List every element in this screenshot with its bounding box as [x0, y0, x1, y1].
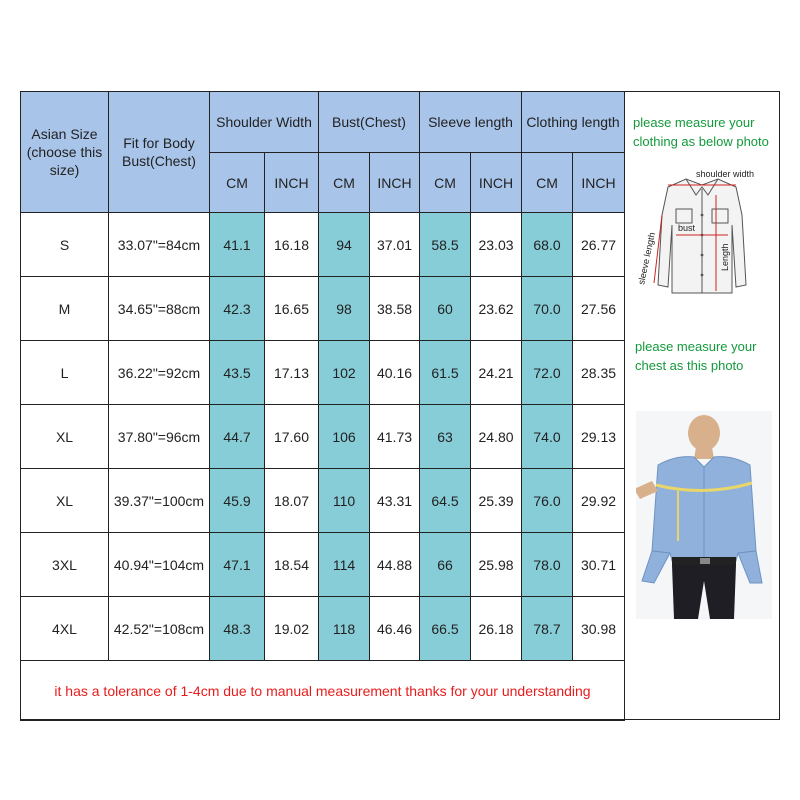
fit-cell: 36.22"=92cm — [109, 341, 210, 405]
table-row — [21, 341, 625, 405]
table-row — [21, 597, 625, 661]
fit-cell: 39.37"=100cm — [109, 469, 210, 533]
value-cell: 41.1 — [210, 213, 265, 277]
value-cell: 23.62 — [471, 277, 522, 341]
header-fit-body: Fit for Body Bust(Chest) — [109, 92, 210, 213]
table-row — [21, 469, 625, 533]
value-cell: 25.39 — [471, 469, 522, 533]
value-cell: 29.92 — [573, 469, 625, 533]
value-cell: 17.60 — [265, 405, 319, 469]
shirt-diagram — [624, 165, 780, 315]
header-sleeve-length: Sleeve length — [420, 92, 522, 153]
measurement-guide-panel — [624, 91, 780, 720]
fit-cell: 33.07"=84cm — [109, 213, 210, 277]
table-row — [21, 277, 625, 341]
value-cell: 17.13 — [265, 341, 319, 405]
value-cell: 28.35 — [573, 341, 625, 405]
value-cell: 66 — [420, 533, 471, 597]
value-cell: 46.46 — [370, 597, 420, 661]
length-label: Length — [720, 243, 730, 271]
value-cell: 106 — [319, 405, 370, 469]
size-cell: 4XL — [21, 597, 109, 661]
value-cell: 118 — [319, 597, 370, 661]
value-cell: 29.13 — [573, 405, 625, 469]
value-cell: 64.5 — [420, 469, 471, 533]
value-cell: 45.9 — [210, 469, 265, 533]
subheader-cm: CM — [319, 153, 370, 213]
bust-label: bust — [678, 223, 696, 233]
value-cell: 66.5 — [420, 597, 471, 661]
value-cell: 23.03 — [471, 213, 522, 277]
value-cell: 76.0 — [522, 469, 573, 533]
value-cell: 40.16 — [370, 341, 420, 405]
chest-measure-photo — [636, 411, 772, 619]
subheader-inch: INCH — [573, 153, 625, 213]
size-chart-table — [20, 91, 625, 721]
sleeve-length-label: sleeve length — [636, 231, 657, 286]
value-cell: 38.58 — [370, 277, 420, 341]
value-cell: 42.3 — [210, 277, 265, 341]
value-cell: 44.7 — [210, 405, 265, 469]
header-shoulder-width: Shoulder Width — [210, 92, 319, 153]
value-cell: 18.07 — [265, 469, 319, 533]
header-asian-size: Asian Size (choose this size) — [21, 92, 109, 213]
value-cell: 47.1 — [210, 533, 265, 597]
table-row — [21, 533, 625, 597]
fit-cell: 42.52"=108cm — [109, 597, 210, 661]
value-cell: 72.0 — [522, 341, 573, 405]
value-cell: 60 — [420, 277, 471, 341]
value-cell: 114 — [319, 533, 370, 597]
value-cell: 61.5 — [420, 341, 471, 405]
chest-measure-instruction: please measure your chest as this photo — [635, 339, 757, 373]
value-cell: 16.65 — [265, 277, 319, 341]
shoulder-width-label: shoulder width — [696, 169, 755, 179]
value-cell: 58.5 — [420, 213, 471, 277]
size-cell: 3XL — [21, 533, 109, 597]
value-cell: 63 — [420, 405, 471, 469]
value-cell: 26.18 — [471, 597, 522, 661]
value-cell: 78.7 — [522, 597, 573, 661]
value-cell: 19.02 — [265, 597, 319, 661]
value-cell: 37.01 — [370, 213, 420, 277]
value-cell: 70.0 — [522, 277, 573, 341]
header-clothing-length: Clothing length — [522, 92, 625, 153]
value-cell: 43.5 — [210, 341, 265, 405]
fit-cell: 34.65"=88cm — [109, 277, 210, 341]
fit-cell: 37.80"=96cm — [109, 405, 210, 469]
size-cell: L — [21, 341, 109, 405]
value-cell: 25.98 — [471, 533, 522, 597]
value-cell: 41.73 — [370, 405, 420, 469]
value-cell: 26.77 — [573, 213, 625, 277]
clothing-measure-instruction: please measure your clothing as below photo — [633, 115, 769, 149]
subheader-cm: CM — [522, 153, 573, 213]
subheader-inch: INCH — [265, 153, 319, 213]
value-cell: 16.18 — [265, 213, 319, 277]
value-cell: 43.31 — [370, 469, 420, 533]
value-cell: 24.21 — [471, 341, 522, 405]
value-cell: 98 — [319, 277, 370, 341]
value-cell: 18.54 — [265, 533, 319, 597]
fit-cell: 40.94"=104cm — [109, 533, 210, 597]
value-cell: 68.0 — [522, 213, 573, 277]
size-cell: XL — [21, 405, 109, 469]
value-cell: 30.71 — [573, 533, 625, 597]
subheader-cm: CM — [210, 153, 265, 213]
value-cell: 24.80 — [471, 405, 522, 469]
value-cell: 110 — [319, 469, 370, 533]
value-cell: 44.88 — [370, 533, 420, 597]
value-cell: 78.0 — [522, 533, 573, 597]
value-cell: 30.98 — [573, 597, 625, 661]
table-row — [21, 213, 625, 277]
subheader-cm: CM — [420, 153, 471, 213]
value-cell: 102 — [319, 341, 370, 405]
subheader-inch: INCH — [370, 153, 420, 213]
size-cell: S — [21, 213, 109, 277]
table-row — [21, 405, 625, 469]
subheader-inch: INCH — [471, 153, 522, 213]
header-bust: Bust(Chest) — [319, 92, 420, 153]
value-cell: 74.0 — [522, 405, 573, 469]
size-cell: XL — [21, 469, 109, 533]
tolerance-note: it has a tolerance of 1-4cm due to manual measurement thanks for your understanding — [21, 661, 625, 721]
value-cell: 48.3 — [210, 597, 265, 661]
size-cell: M — [21, 277, 109, 341]
value-cell: 27.56 — [573, 277, 625, 341]
value-cell: 94 — [319, 213, 370, 277]
